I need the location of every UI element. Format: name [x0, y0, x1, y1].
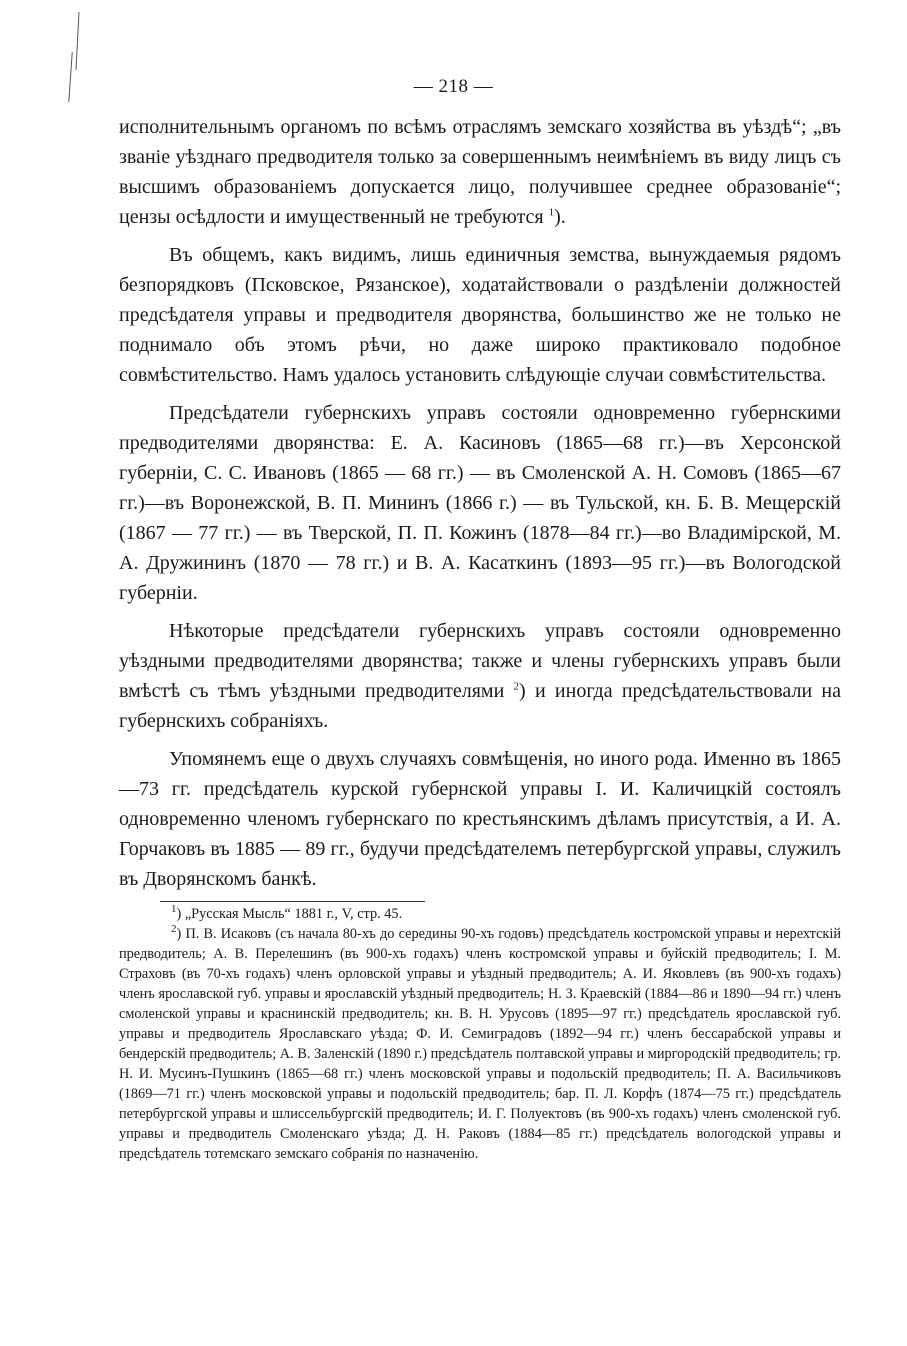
footnote: $^2$) П. В. Исаковъ (съ начала 80-хъ до середины 90-хъ годовъ) предсѣдатель костромской управы и нерехтскій предводитель; А. В. Перелешинъ (въ 900-хъ годахъ) членъ костромской управы и буйскій предводитель; І. М. Страховъ (въ 70-хъ годахъ) членъ орловской управы и уѣздный предводитель; А. И. Яковлевъ (въ 900-хъ годахъ) членъ ярославской губ. управы и ярославскій уѣздный предводитель; Н. З. Краевскій (1884—86 и 1890—94 гг.) членъ смоленской управы и краснинскій предводитель; кн. В. Н. Урусовъ (1895—97 гг.) предсѣдатель ярославской губ. управы и предводитель Ярославскаго уѣзда; Ф. И. Семиградовъ (1892—94 гг.) членъ бессарабской управы и бендерскій предводитель; А. В. Заленскій (1890 г.) предсѣдатель полтавской управы и миргородскій предводитель; гр. Н. И. Мусинъ-Пушкинъ (1865—68 гг.) членъ московской управы и подольскій предводитель; П. А. Васильчиковъ (1869—71 гг.) членъ московской управы и подольскій предводитель; бар. П. Л. Корфъ (1874—75 гг.) предсѣдатель петербургской управы и шлиссельбургскій предводитель; И. Г. Полуектовъ (въ 900-хъ годахъ) членъ смоленской губ. управы и предводитель Смоленскаго уѣзда; Д. Н. Раковъ (1884—85 гг.) предсѣдатель вологодской управы и предсѣдатель тотемскаго земскаго собранія по назначенію.	[119, 923, 841, 1162]
paragraph: Нѣкоторые предсѣдатели губернскихъ управъ состояли одновременно уѣздными предводителями дворянства; также и члены губернскихъ управъ были вмѣстѣ съ тѣмъ уѣздными предводителями $^2$) и иногда предсѣдательствовали на губернскихъ собраніяхъ.	[119, 620, 842, 732]
paragraph: Въ общемъ, какъ видимъ, лишь единичныя земства, вынуждаемыя рядомъ безпорядковъ (Псковское, Рязанское), ходатайствовали о раздѣленіи должностей предсѣдателя управы и предводителя дворянства, большинство же не только не поднимало объ этомъ рѣчи, но даже широко практиковало подобное совмѣстительство. Намъ удалось установить слѣдующіе случаи совмѣстительства.	[119, 244, 841, 386]
paragraph: Предсѣдатели губернскихъ управъ состояли одновременно губернскими предводителями дворянства: Е. А. Касиновъ (1865—68 гг.)—въ Херсонской губерніи, С. С. Ивановъ (1865 — 68 гг.) — въ Смоленской А. Н. Сомовъ (1865—67 гг.)—въ Воронежской, В. П. Мининъ (1866 г.) — въ Тульской, кн. Б. В. Мещерскій (1867 — 77 гг.) — въ Тверской, П. П. Кожинъ (1878—84 гг.)—во Владимірской, М. А. Дружининъ (1870 — 78 гг.) и В. А. Касаткинъ (1893—95 гг.)—въ Вологодской губерніи.	[119, 402, 841, 604]
body-text	[119, 112, 841, 902]
footnote-divider	[160, 901, 425, 902]
footnote-mark: 2	[171, 923, 177, 936]
paragraph: исполнительнымъ органомъ по всѣмъ отраслямъ земскаго хозяйства въ уѣздѣ“; „въ званіе уѣзднаго предводителя только за совершеннымъ неимѣніемъ въ виду лицъ съ высшимъ образованіемъ допускается лицо, получившее среднее образованіе“; цензы осѣдлости и имущественный не требуются $^1$).	[119, 116, 841, 228]
footnote-mark: 1	[171, 903, 177, 916]
footnote: $^1$) „Русская Мысль“ 1881 г., V, стр. 45.	[171, 903, 403, 922]
footnotes	[119, 904, 841, 1164]
footnote-ref: 1	[548, 206, 555, 219]
footnote-ref: 2	[513, 680, 520, 693]
scan-artifact-line	[75, 12, 79, 70]
paragraph: Упомянемъ еще о двухъ случаяхъ совмѣщенія, но иного рода. Именно въ 1865—73 гг. предсѣдатель курской губернской управы І. И. Каличицкій состоялъ одновременно членомъ губернскаго по крестьянскимъ дѣламъ присутствія, а И. А. Горчаковъ въ 1885 — 89 гг., будучи предсѣдателемъ петербургской управы, служилъ въ Дворянскомъ банкѣ.	[119, 748, 841, 890]
page-number: — 218 —	[413, 76, 494, 97]
